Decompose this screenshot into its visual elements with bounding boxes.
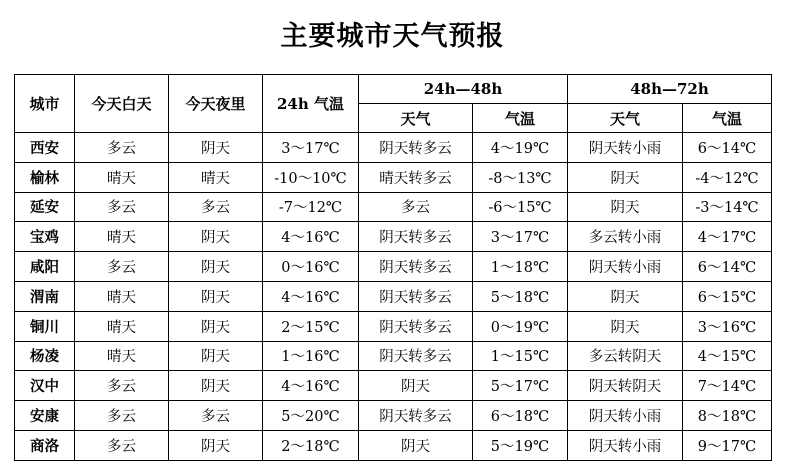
cell-today-day: 多云 [75,371,169,401]
cell-today-night: 阴天 [169,281,263,311]
cell-temp-48: 5～19℃ [473,430,568,460]
cell-weather-48: 阴天 [359,371,473,401]
cell-city: 杨凌 [15,341,75,371]
cell-temp-48: 6～18℃ [473,401,568,431]
cell-temp-24h: 5～20℃ [263,401,359,431]
header-temperature-48: 气温 [473,104,568,133]
cell-weather-48: 多云 [359,192,473,222]
cell-city: 宝鸡 [15,222,75,252]
cell-temp-72: 4～15℃ [683,341,772,371]
cell-temp-48: 5～17℃ [473,371,568,401]
cell-today-night: 多云 [169,401,263,431]
cell-weather-48: 阴天转多云 [359,252,473,282]
cell-city: 铜川 [15,311,75,341]
table-row [15,371,772,401]
cell-weather-48: 阴天转多云 [359,401,473,431]
cell-weather-72: 阴天 [568,281,683,311]
cell-temp-72: 6～14℃ [683,133,772,163]
table-row [15,192,772,222]
cell-city: 咸阳 [15,252,75,282]
cell-today-night: 阴天 [169,252,263,282]
cell-weather-72: 阴天转小雨 [568,133,683,163]
cell-temp-72: 8～18℃ [683,401,772,431]
cell-today-day: 多云 [75,401,169,431]
cell-today-day: 晴天 [75,341,169,371]
header-row-1 [15,75,772,104]
table-row [15,222,772,252]
cell-weather-72: 多云转阴天 [568,341,683,371]
table-row [15,341,772,371]
cell-today-day: 多云 [75,252,169,282]
cell-today-night: 阴天 [169,311,263,341]
cell-weather-72: 多云转小雨 [568,222,683,252]
cell-today-night: 多云 [169,192,263,222]
cell-weather-48: 阴天转多云 [359,281,473,311]
table-row [15,401,772,431]
header-weather-72: 天气 [568,104,683,133]
cell-temp-48: 3～17℃ [473,222,568,252]
cell-weather-72: 阴天转阴天 [568,371,683,401]
cell-temp-24h: 2～15℃ [263,311,359,341]
cell-weather-72: 阴天转小雨 [568,430,683,460]
cell-city: 榆林 [15,162,75,192]
weather-forecast-table [14,74,772,461]
cell-weather-48: 阴天转多云 [359,222,473,252]
cell-city: 汉中 [15,371,75,401]
cell-temp-48: 1～18℃ [473,252,568,282]
cell-weather-72: 阴天转小雨 [568,252,683,282]
cell-today-day: 晴天 [75,162,169,192]
header-weather-48: 天气 [359,104,473,133]
cell-today-day: 多云 [75,192,169,222]
cell-temp-72: 3～16℃ [683,311,772,341]
header-today-day: 今天白天 [75,75,169,133]
page-title: 主要城市天气预报 [280,21,505,52]
cell-today-day: 晴天 [75,222,169,252]
cell-temp-24h: 4～16℃ [263,281,359,311]
table-row [15,133,772,163]
cell-temp-24h: 3～17℃ [263,133,359,163]
cell-temp-24h: -7～12℃ [263,192,359,222]
cell-today-night: 晴天 [169,162,263,192]
cell-city: 延安 [15,192,75,222]
cell-temp-48: 5～18℃ [473,281,568,311]
cell-today-day: 多云 [75,133,169,163]
cell-weather-48: 阴天转多云 [359,311,473,341]
cell-temp-72: 6～15℃ [683,281,772,311]
cell-temp-24h: 2～18℃ [263,430,359,460]
header-period-24-48: 24h—48h [359,75,568,104]
cell-temp-24h: 1～16℃ [263,341,359,371]
cell-temp-72: -4～12℃ [683,162,772,192]
table-row [15,430,772,460]
cell-today-night: 阴天 [169,430,263,460]
cell-today-night: 阴天 [169,371,263,401]
cell-weather-72: 阴天 [568,311,683,341]
table-row [15,311,772,341]
cell-today-day: 多云 [75,430,169,460]
cell-today-night: 阴天 [169,341,263,371]
cell-temp-48: -8～13℃ [473,162,568,192]
header-temperature-72: 气温 [683,104,772,133]
cell-city: 渭南 [15,281,75,311]
cell-weather-48: 阴天转多云 [359,341,473,371]
table-row [15,252,772,282]
cell-today-day: 晴天 [75,311,169,341]
cell-weather-72: 阴天 [568,192,683,222]
cell-temp-24h: 4～16℃ [263,371,359,401]
cell-temp-48: -6～15℃ [473,192,568,222]
header-temp-24h: 24h 气温 [263,75,359,133]
cell-temp-72: 7～14℃ [683,371,772,401]
cell-city: 安康 [15,401,75,431]
cell-temp-24h: -10～10℃ [263,162,359,192]
cell-temp-72: 4～17℃ [683,222,772,252]
cell-temp-24h: 0～16℃ [263,252,359,282]
cell-temp-72: 9～17℃ [683,430,772,460]
cell-city: 商洛 [15,430,75,460]
cell-temp-24h: 4～16℃ [263,222,359,252]
cell-temp-72: 6～14℃ [683,252,772,282]
cell-weather-72: 阴天 [568,162,683,192]
cell-city: 西安 [15,133,75,163]
cell-temp-48: 0～19℃ [473,311,568,341]
cell-today-night: 阴天 [169,222,263,252]
cell-weather-48: 阴天转多云 [359,133,473,163]
cell-temp-72: -3～14℃ [683,192,772,222]
header-period-48-72: 48h—72h [568,75,772,104]
cell-weather-48: 阴天 [359,430,473,460]
table-row [15,281,772,311]
cell-temp-48: 4～19℃ [473,133,568,163]
cell-today-day: 晴天 [75,281,169,311]
table-row [15,162,772,192]
cell-weather-48: 晴天转多云 [359,162,473,192]
header-today-night: 今天夜里 [169,75,263,133]
header-city: 城市 [15,75,75,133]
cell-today-night: 阴天 [169,133,263,163]
cell-temp-48: 1～15℃ [473,341,568,371]
cell-weather-72: 阴天转小雨 [568,401,683,431]
